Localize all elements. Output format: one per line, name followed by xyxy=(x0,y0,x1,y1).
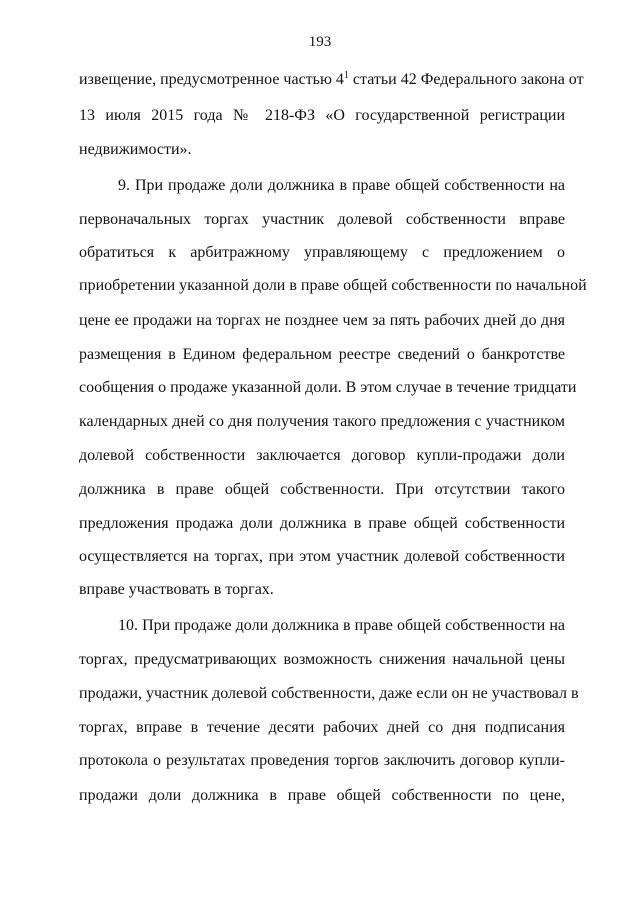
text-line: предложения продажа доли должника в праве общей собственности xyxy=(79,515,565,532)
text-line: недвижимости». xyxy=(79,141,192,158)
paragraph-10-first-line: 10. При продаже доли должника в праве общей собственности на xyxy=(118,617,565,634)
text-line: календарных дней со дня получения такого предложения с участником xyxy=(79,413,565,430)
text-line: должника в праве общей собственности. При отсутствии такого xyxy=(79,481,565,498)
text-line: сообщения о продаже указанной доли. В этом случае в течение тридцати xyxy=(79,379,577,396)
text-line: приобретении указанной доли в праве общей собственности по начальной xyxy=(79,277,587,294)
text-line: обратиться к арбитражному управляющему с предложением о xyxy=(79,244,565,261)
text-line: торгах, предусматривающих возможность снижения начальной цены xyxy=(79,651,565,668)
text-line: 13 июля 2015 года № 218-ФЗ «О государственной регистрации xyxy=(79,107,565,124)
text-line: торгах, вправе в течение десяти рабочих дней со дня подписания xyxy=(79,719,565,736)
text-line: осуществляется на торгах, при этом участник долевой собственности xyxy=(79,548,565,565)
text-line: первоначальных торгах участник долевой собственности вправе xyxy=(79,211,565,228)
text-line: продажи, участник долевой собственности, даже если он не участвовал в xyxy=(79,685,579,702)
page-number: 193 xyxy=(308,34,332,50)
paragraph-9-first-line: 9. При продаже доли должника в праве общей собственности на xyxy=(118,177,565,194)
text-line: цене ее продажи на торгах не позднее чем за пять рабочих дней до дня xyxy=(79,312,565,329)
text-line: вправе участвовать в торгах. xyxy=(79,581,274,598)
text-line: извещение, предусмотренное частью $4^1$ статьи 42 Федерального закона от xyxy=(79,70,584,88)
text-line: продажи доли должника в праве общей собственности по цене, xyxy=(79,787,565,804)
text-line: долевой собственности заключается договор купли-продажи доли xyxy=(79,447,565,464)
text-line: размещения в Едином федеральном реестре сведений о банкротстве xyxy=(79,346,565,363)
text-line: протокола о результатах проведения торгов заключить договор купли- xyxy=(79,752,565,769)
